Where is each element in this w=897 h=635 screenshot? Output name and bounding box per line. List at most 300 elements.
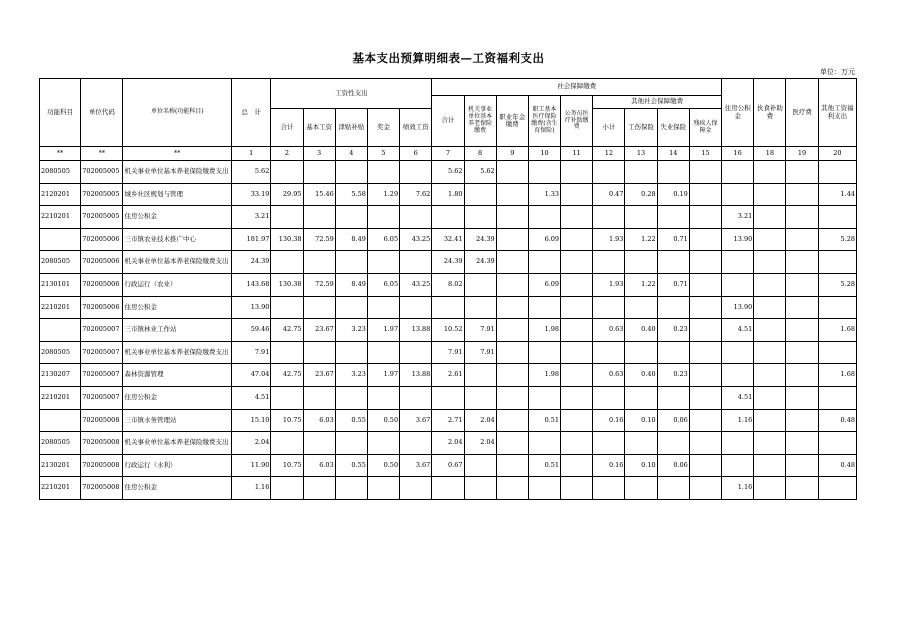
unit-name-cell: 森林资源管理: [123, 364, 232, 387]
other-wage-cell: [818, 206, 856, 229]
perf-wage-cell: 13.88: [400, 364, 432, 387]
medical-cell: [528, 161, 560, 184]
table-row: [40, 477, 857, 500]
injury-cell: 0.28: [625, 183, 657, 206]
unit-name-cell: 三市镇农业技术推广中心: [123, 228, 232, 251]
civil-med-cell: [561, 206, 593, 229]
unemploy-cell: 0.23: [657, 319, 689, 342]
injury-cell: [625, 341, 657, 364]
disabled-cell: [689, 296, 721, 319]
index-cell: 2: [271, 147, 303, 161]
total-cell: 3.21: [232, 206, 271, 229]
header-base-wage: 基本工资: [303, 109, 335, 147]
table-row: [40, 296, 857, 319]
index-cell: **: [123, 147, 232, 161]
medexp-cell: [786, 296, 818, 319]
base-wage-cell: [303, 477, 335, 500]
bonus-cell: [367, 296, 399, 319]
base-wage-cell: [303, 432, 335, 455]
func-code-cell: 2080505: [40, 341, 81, 364]
unit-label: 单位：万元: [820, 68, 855, 76]
medical-cell: 6.09: [528, 273, 560, 296]
housing-cell: 1.16: [722, 477, 754, 500]
unemploy-cell: [657, 432, 689, 455]
header-total: 总 计: [232, 79, 271, 147]
ss-total-cell: [432, 386, 464, 409]
meal-cell: [754, 251, 786, 274]
medexp-cell: [786, 161, 818, 184]
disabled-cell: [689, 228, 721, 251]
index-cell: 15: [689, 147, 721, 161]
ss-total-cell: 10.52: [432, 319, 464, 342]
meal-cell: [754, 296, 786, 319]
index-cell: **: [40, 147, 81, 161]
ss-total-cell: [432, 296, 464, 319]
allowance-cell: 8.49: [335, 228, 367, 251]
budget-table: [39, 78, 857, 500]
meal-cell: [754, 228, 786, 251]
pension-cell: [464, 296, 496, 319]
bonus-cell: 0.50: [367, 409, 399, 432]
housing-cell: 3.21: [722, 206, 754, 229]
func-code-cell: 2210201: [40, 296, 81, 319]
index-cell: 16: [722, 147, 754, 161]
perf-wage-cell: 3.67: [400, 454, 432, 477]
total-cell: 7.91: [232, 341, 271, 364]
medexp-cell: [786, 341, 818, 364]
index-cell: 5: [367, 147, 399, 161]
civil-med-cell: [561, 251, 593, 274]
medexp-cell: [786, 183, 818, 206]
unit-code-cell: 702005006: [81, 228, 123, 251]
civil-med-cell: [561, 409, 593, 432]
unemploy-cell: [657, 477, 689, 500]
disabled-cell: [689, 364, 721, 387]
injury-cell: [625, 386, 657, 409]
index-cell: 10: [528, 147, 560, 161]
ss-total-cell: 2.04: [432, 432, 464, 455]
medexp-cell: [786, 206, 818, 229]
disabled-cell: [689, 477, 721, 500]
disabled-cell: [689, 341, 721, 364]
index-cell: 14: [657, 147, 689, 161]
header-annuity: 职业年金缴费: [496, 96, 528, 147]
unit-code-cell: 702005006: [81, 251, 123, 274]
base-wage-cell: 72.59: [303, 228, 335, 251]
wage-total-cell: 10.75: [271, 454, 303, 477]
injury-cell: [625, 296, 657, 319]
total-cell: 11.90: [232, 454, 271, 477]
wage-total-cell: [271, 296, 303, 319]
perf-wage-cell: [400, 206, 432, 229]
base-wage-cell: [303, 296, 335, 319]
bonus-cell: 6.05: [367, 228, 399, 251]
unit-name-cell: 三市镇水务管理站: [123, 409, 232, 432]
bonus-cell: [367, 251, 399, 274]
medexp-cell: [786, 228, 818, 251]
other-sub-cell: 0.16: [593, 409, 625, 432]
annuity-cell: [496, 432, 528, 455]
index-cell: 19: [786, 147, 818, 161]
wage-total-cell: [271, 251, 303, 274]
wage-total-cell: [271, 386, 303, 409]
unit-code-cell: 702005008: [81, 409, 123, 432]
total-cell: 181.97: [232, 228, 271, 251]
medical-cell: 1.98: [528, 319, 560, 342]
perf-wage-cell: [400, 161, 432, 184]
base-wage-cell: 23.67: [303, 364, 335, 387]
index-cell: 13: [625, 147, 657, 161]
ss-total-cell: 1.80: [432, 183, 464, 206]
medical-cell: [528, 477, 560, 500]
header-other-group: 其他社会保障缴费: [593, 96, 722, 109]
table-row: [40, 161, 857, 184]
medical-cell: 0.51: [528, 454, 560, 477]
perf-wage-cell: [400, 386, 432, 409]
housing-cell: [722, 161, 754, 184]
pension-cell: 7.91: [464, 319, 496, 342]
unit-code-cell: 702005005: [81, 183, 123, 206]
other-sub-cell: [593, 251, 625, 274]
wage-total-cell: [271, 161, 303, 184]
unit-name-cell: 城乡社区规划与管理: [123, 183, 232, 206]
func-code-cell: 2130207: [40, 364, 81, 387]
unemploy-cell: 0.71: [657, 273, 689, 296]
injury-cell: 0.40: [625, 364, 657, 387]
medexp-cell: [786, 454, 818, 477]
header-housing: 住房公积金: [722, 79, 754, 147]
other-wage-cell: [818, 386, 856, 409]
civil-med-cell: [561, 477, 593, 500]
unit-name-cell: 机关事业单位基本养老保险缴费支出: [123, 432, 232, 455]
other-sub-cell: [593, 161, 625, 184]
civil-med-cell: [561, 319, 593, 342]
other-sub-cell: 0.63: [593, 364, 625, 387]
index-cell: 18: [754, 147, 786, 161]
medical-cell: 6.09: [528, 228, 560, 251]
perf-wage-cell: [400, 477, 432, 500]
medical-cell: [528, 251, 560, 274]
unit-code-cell: 702005006: [81, 296, 123, 319]
unit-code-cell: 702005007: [81, 319, 123, 342]
medexp-cell: [786, 432, 818, 455]
func-code-cell: 2080505: [40, 432, 81, 455]
perf-wage-cell: [400, 296, 432, 319]
base-wage-cell: [303, 206, 335, 229]
allowance-cell: [335, 477, 367, 500]
index-row: [40, 147, 857, 161]
header-allowance: 津贴补贴: [335, 109, 367, 147]
ss-total-cell: 5.62: [432, 161, 464, 184]
meal-cell: [754, 319, 786, 342]
table-row: [40, 454, 857, 477]
housing-cell: 13.90: [722, 228, 754, 251]
medical-cell: [528, 432, 560, 455]
unemploy-cell: [657, 161, 689, 184]
table-row: [40, 341, 857, 364]
unit-name-cell: 住房公积金: [123, 477, 232, 500]
civil-med-cell: [561, 183, 593, 206]
other-wage-cell: [818, 341, 856, 364]
unemploy-cell: [657, 386, 689, 409]
other-sub-cell: [593, 432, 625, 455]
unemploy-cell: [657, 341, 689, 364]
ss-total-cell: 2.71: [432, 409, 464, 432]
injury-cell: [625, 477, 657, 500]
unit-code-cell: 702005007: [81, 341, 123, 364]
header-ss-total: 合计: [432, 96, 464, 147]
perf-wage-cell: 3.67: [400, 409, 432, 432]
disabled-cell: [689, 161, 721, 184]
unit-code-cell: 702005006: [81, 273, 123, 296]
meal-cell: [754, 161, 786, 184]
unit-name-cell: 机关事业单位基本养老保险缴费支出: [123, 251, 232, 274]
func-code-cell: 2080505: [40, 161, 81, 184]
unit-code-cell: 702005008: [81, 477, 123, 500]
ss-total-cell: 2.61: [432, 364, 464, 387]
allowance-cell: [335, 296, 367, 319]
ss-total-cell: 32.41: [432, 228, 464, 251]
disabled-cell: [689, 251, 721, 274]
perf-wage-cell: 13.88: [400, 319, 432, 342]
other-sub-cell: 0.47: [593, 183, 625, 206]
civil-med-cell: [561, 296, 593, 319]
allowance-cell: [335, 206, 367, 229]
func-code-cell: 2080505: [40, 251, 81, 274]
base-wage-cell: [303, 161, 335, 184]
total-cell: 5.62: [232, 161, 271, 184]
index-cell: 11: [561, 147, 593, 161]
pension-cell: 2.04: [464, 409, 496, 432]
ss-total-cell: 24.39: [432, 251, 464, 274]
unit-name-cell: 行政运行（水利）: [123, 454, 232, 477]
disabled-cell: [689, 183, 721, 206]
pension-cell: [464, 454, 496, 477]
wage-total-cell: 42.75: [271, 364, 303, 387]
injury-cell: [625, 161, 657, 184]
func-code-cell: 2210201: [40, 477, 81, 500]
pension-cell: 2.04: [464, 432, 496, 455]
medexp-cell: [786, 273, 818, 296]
header-medical: 职工基本医疗保险缴费(含生育保险): [528, 96, 560, 147]
disabled-cell: [689, 409, 721, 432]
other-sub-cell: 0.63: [593, 319, 625, 342]
total-cell: 4.51: [232, 386, 271, 409]
base-wage-cell: 23.67: [303, 319, 335, 342]
meal-cell: [754, 364, 786, 387]
unemploy-cell: [657, 206, 689, 229]
total-cell: 24.39: [232, 251, 271, 274]
header-other-sub: 小计: [593, 109, 625, 147]
header-perf-wage: 绩效工资: [400, 109, 432, 147]
table-row: [40, 183, 857, 206]
other-sub-cell: [593, 386, 625, 409]
allowance-cell: 3.23: [335, 364, 367, 387]
other-wage-cell: 5.28: [818, 273, 856, 296]
unit-name-cell: 机关事业单位基本养老保险缴费支出: [123, 161, 232, 184]
table-row: [40, 409, 857, 432]
disabled-cell: [689, 386, 721, 409]
injury-cell: 0.10: [625, 454, 657, 477]
func-code-cell: [40, 228, 81, 251]
annuity-cell: [496, 364, 528, 387]
func-code-cell: [40, 409, 81, 432]
disabled-cell: [689, 206, 721, 229]
table-row: [40, 364, 857, 387]
perf-wage-cell: [400, 251, 432, 274]
housing-cell: [722, 454, 754, 477]
disabled-cell: [689, 454, 721, 477]
index-cell: **: [81, 147, 123, 161]
bonus-cell: 0.50: [367, 454, 399, 477]
header-medexp: 医疗费: [786, 79, 818, 147]
civil-med-cell: [561, 161, 593, 184]
unit-name-cell: 行政运行（农业）: [123, 273, 232, 296]
ss-total-cell: [432, 477, 464, 500]
unemploy-cell: 0.06: [657, 454, 689, 477]
meal-cell: [754, 432, 786, 455]
unit-code-cell: 702005005: [81, 161, 123, 184]
allowance-cell: 8.49: [335, 273, 367, 296]
index-cell: 6: [400, 147, 432, 161]
base-wage-cell: 6.03: [303, 409, 335, 432]
housing-cell: 13.90: [722, 296, 754, 319]
annuity-cell: [496, 409, 528, 432]
total-cell: 47.04: [232, 364, 271, 387]
wage-total-cell: [271, 341, 303, 364]
meal-cell: [754, 273, 786, 296]
header-injury: 工伤保险: [625, 109, 657, 147]
annuity-cell: [496, 296, 528, 319]
injury-cell: [625, 206, 657, 229]
medical-cell: [528, 386, 560, 409]
perf-wage-cell: [400, 341, 432, 364]
unit-name-cell: 住房公积金: [123, 296, 232, 319]
housing-cell: 4.51: [722, 319, 754, 342]
other-sub-cell: 0.16: [593, 454, 625, 477]
table-row: [40, 273, 857, 296]
total-cell: 59.46: [232, 319, 271, 342]
index-cell: 7: [432, 147, 464, 161]
bonus-cell: 6.05: [367, 273, 399, 296]
header-disabled: 残疾人保障金: [689, 109, 721, 147]
unit-name-cell: 三市镇林业工作站: [123, 319, 232, 342]
ss-total-cell: 7.91: [432, 341, 464, 364]
allowance-cell: 5.58: [335, 183, 367, 206]
unit-code-cell: 702005008: [81, 432, 123, 455]
annuity-cell: [496, 386, 528, 409]
meal-cell: [754, 477, 786, 500]
meal-cell: [754, 386, 786, 409]
pension-cell: [464, 477, 496, 500]
bonus-cell: [367, 161, 399, 184]
index-cell: 12: [593, 147, 625, 161]
civil-med-cell: [561, 228, 593, 251]
other-wage-cell: [818, 251, 856, 274]
unemploy-cell: 0.06: [657, 409, 689, 432]
housing-cell: [722, 341, 754, 364]
unemploy-cell: 0.71: [657, 228, 689, 251]
injury-cell: 0.10: [625, 409, 657, 432]
pension-cell: [464, 364, 496, 387]
housing-cell: 1.16: [722, 409, 754, 432]
total-cell: 33.19: [232, 183, 271, 206]
meal-cell: [754, 341, 786, 364]
housing-cell: [722, 364, 754, 387]
medical-cell: [528, 296, 560, 319]
other-sub-cell: [593, 477, 625, 500]
medical-cell: 1.33: [528, 183, 560, 206]
civil-med-cell: [561, 341, 593, 364]
other-sub-cell: 1.93: [593, 228, 625, 251]
header-other-wage: 其他工资福利支出: [818, 79, 856, 147]
index-cell: 4: [335, 147, 367, 161]
bonus-cell: [367, 206, 399, 229]
medical-cell: [528, 341, 560, 364]
other-wage-cell: [818, 296, 856, 319]
bonus-cell: [367, 341, 399, 364]
wage-total-cell: 42.75: [271, 319, 303, 342]
medexp-cell: [786, 364, 818, 387]
meal-cell: [754, 183, 786, 206]
unemploy-cell: [657, 251, 689, 274]
allowance-cell: 0.55: [335, 409, 367, 432]
injury-cell: 1.22: [625, 228, 657, 251]
civil-med-cell: [561, 432, 593, 455]
wage-total-cell: [271, 477, 303, 500]
pension-cell: 24.39: [464, 251, 496, 274]
unit-name-cell: 机关事业单位基本养老保险缴费支出: [123, 341, 232, 364]
housing-cell: 4.51: [722, 386, 754, 409]
unemploy-cell: 0.19: [657, 183, 689, 206]
annuity-cell: [496, 161, 528, 184]
other-sub-cell: 1.93: [593, 273, 625, 296]
annuity-cell: [496, 273, 528, 296]
pension-cell: 5.62: [464, 161, 496, 184]
annuity-cell: [496, 183, 528, 206]
bonus-cell: 1.97: [367, 364, 399, 387]
wage-total-cell: [271, 432, 303, 455]
allowance-cell: [335, 386, 367, 409]
unit-code-cell: 702005008: [81, 454, 123, 477]
header-unitcode: 单位代码: [81, 79, 123, 147]
wage-total-cell: 130.38: [271, 228, 303, 251]
total-cell: 15.10: [232, 409, 271, 432]
pension-cell: 7.91: [464, 341, 496, 364]
index-cell: 20: [818, 147, 856, 161]
medexp-cell: [786, 386, 818, 409]
func-code-cell: [40, 319, 81, 342]
medexp-cell: [786, 251, 818, 274]
wage-total-cell: [271, 206, 303, 229]
housing-cell: [722, 183, 754, 206]
civil-med-cell: [561, 454, 593, 477]
other-wage-cell: 0.48: [818, 409, 856, 432]
base-wage-cell: [303, 386, 335, 409]
other-wage-cell: [818, 477, 856, 500]
ss-total-cell: 8.02: [432, 273, 464, 296]
other-wage-cell: 1.68: [818, 319, 856, 342]
allowance-cell: [335, 341, 367, 364]
other-wage-cell: 1.44: [818, 183, 856, 206]
unit-code-cell: 702005007: [81, 386, 123, 409]
header-ss-group: 社会保障缴费: [432, 79, 722, 96]
wage-total-cell: 10.75: [271, 409, 303, 432]
other-sub-cell: [593, 206, 625, 229]
table-row: [40, 228, 857, 251]
meal-cell: [754, 206, 786, 229]
allowance-cell: [335, 432, 367, 455]
